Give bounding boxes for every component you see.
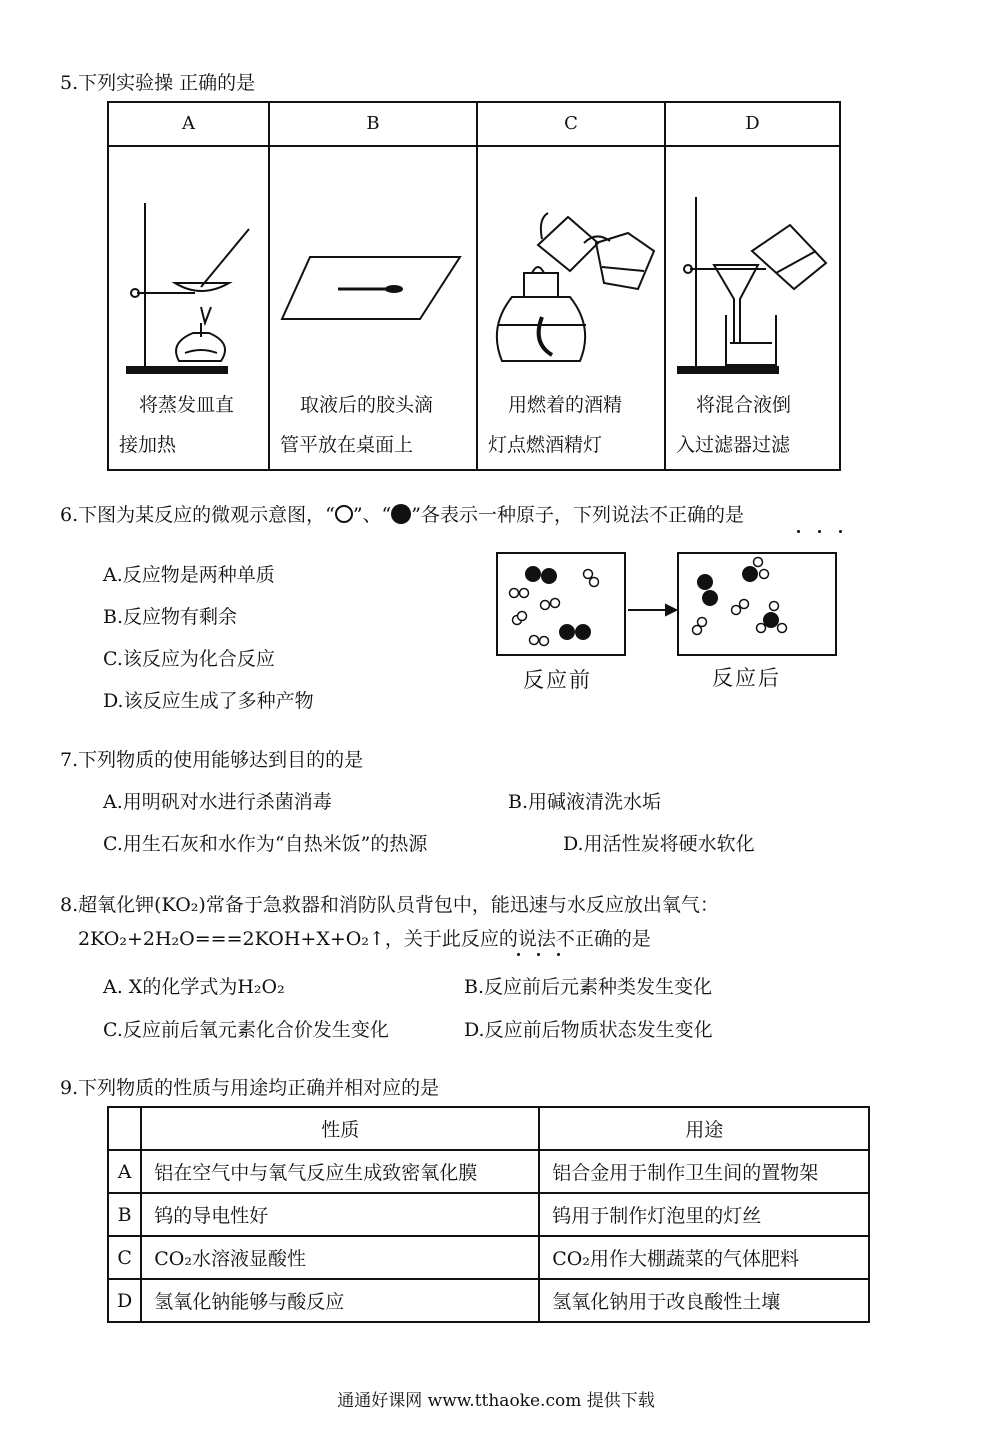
q5-caption-a-line1: 将蒸发皿直 <box>139 394 235 416</box>
q7-option-d: D.用活性炭将硬水软化 <box>563 833 755 855</box>
label-after-reaction: 反应后 <box>712 666 781 690</box>
q9-row-property: 钨的导电性好 <box>141 1193 539 1236</box>
q8-line2: 2KO₂+2H₂O===2KOH+X+O₂↑，关于此反应的说法不正确的是 <box>78 928 651 950</box>
q9-row-key: A <box>108 1150 141 1193</box>
q6-stem-mid: ”、“ <box>352 504 392 526</box>
q7-option-b: B.用碱液清洗水垢 <box>508 791 662 813</box>
q5-header-b: B <box>366 113 380 134</box>
q9-row-use: 钨用于制作灯泡里的灯丝 <box>539 1193 869 1236</box>
q5-caption-a-line2: 接加热 <box>119 434 177 456</box>
q9-row-key: B <box>108 1193 141 1236</box>
dropper-on-table-illustration <box>270 147 476 383</box>
q5-caption-b-line2: 管平放在桌面上 <box>280 434 414 456</box>
white-atom-icon <box>335 505 353 523</box>
q6-stem-post: ”各表示一种原子，下列说法不正确的是 <box>411 504 744 526</box>
table-row <box>108 1236 869 1279</box>
evaporating-dish-heating-illustration <box>109 147 268 383</box>
q9-stem: 9.下列物质的性质与用途均正确并相对应的是 <box>60 1077 440 1099</box>
q5-caption-b-line1: 取液后的胶头滴 <box>300 394 434 416</box>
q5-caption-c-line1: 用燃着的酒精 <box>508 394 623 416</box>
q8-option-d: D.反应前后物质状态发生变化 <box>464 1019 713 1041</box>
q5-caption-d-line2: 入过滤器过滤 <box>676 434 791 456</box>
q7-option-a: A.用明矾对水进行杀菌消毒 <box>103 791 332 813</box>
page-footer: 通通好课网 www.tthaoke.com 提供下载 <box>337 1391 655 1411</box>
q9-row-use: 氢氧化钠用于改良酸性土壤 <box>539 1279 869 1322</box>
q8-option-b: B.反应前后元素种类发生变化 <box>464 976 713 998</box>
q5-header-c: C <box>564 113 578 134</box>
table-row <box>108 1150 869 1193</box>
lighting-alcohol-lamp-illustration <box>478 147 664 383</box>
q6-stem <box>60 500 744 527</box>
q9-row-key: D <box>108 1279 141 1322</box>
q5-header-d: D <box>745 113 760 134</box>
q7-stem: 7.下列物质的使用能够达到目的的是 <box>60 749 364 771</box>
table-row <box>108 1279 869 1322</box>
q5-header-a: A <box>182 113 195 134</box>
black-atom-icon <box>391 504 411 524</box>
q5-caption-c-line2: 灯点燃酒精灯 <box>488 434 603 456</box>
q5-stem: 5.下列实验操 正确的是 <box>60 72 256 94</box>
q9-row-key: C <box>108 1236 141 1279</box>
q5-table <box>107 101 841 471</box>
reaction-micro-diagram <box>490 548 850 668</box>
q9-header-property: 性质 <box>141 1107 539 1150</box>
q6-option-a: A.反应物是两种单质 <box>103 564 275 586</box>
q9-row-property: CO₂水溶液显酸性 <box>141 1236 539 1279</box>
q9-table <box>107 1106 870 1323</box>
q8-option-c: C.反应前后氧元素化合价发生变化 <box>103 1019 389 1041</box>
q9-row-property: 氢氧化钠能够与酸反应 <box>141 1279 539 1322</box>
label-before-reaction: 反应前 <box>523 668 592 692</box>
q6-option-d: D.该反应生成了多种产物 <box>103 690 314 712</box>
q8-option-a: A. X的化学式为H₂O₂ <box>103 976 285 998</box>
q9-row-property: 铝在空气中与氧气反应生成致密氧化膜 <box>141 1150 539 1193</box>
q7-option-c: C.用生石灰和水作为“自热米饭”的热源 <box>103 833 428 855</box>
q9-row-use: CO₂用作大棚蔬菜的气体肥料 <box>539 1236 869 1279</box>
q9-row-use: 铝合金用于制作卫生间的置物架 <box>539 1150 869 1193</box>
q6-stem-pre: 6.下图为某反应的微观示意图，“ <box>60 504 335 526</box>
filtration-pouring-illustration <box>666 147 839 383</box>
q6-option-c: C.该反应为化合反应 <box>103 648 275 670</box>
table-row <box>108 1193 869 1236</box>
q6-option-b: B.反应物有剩余 <box>103 606 238 628</box>
q8-line1: 8.超氧化钾(KO₂)常备于急救器和消防队员背包中，能迅速与水反应放出氧气： <box>60 894 719 916</box>
q5-caption-d-line1: 将混合液倒 <box>696 394 792 416</box>
q9-header-use: 用途 <box>539 1107 869 1150</box>
